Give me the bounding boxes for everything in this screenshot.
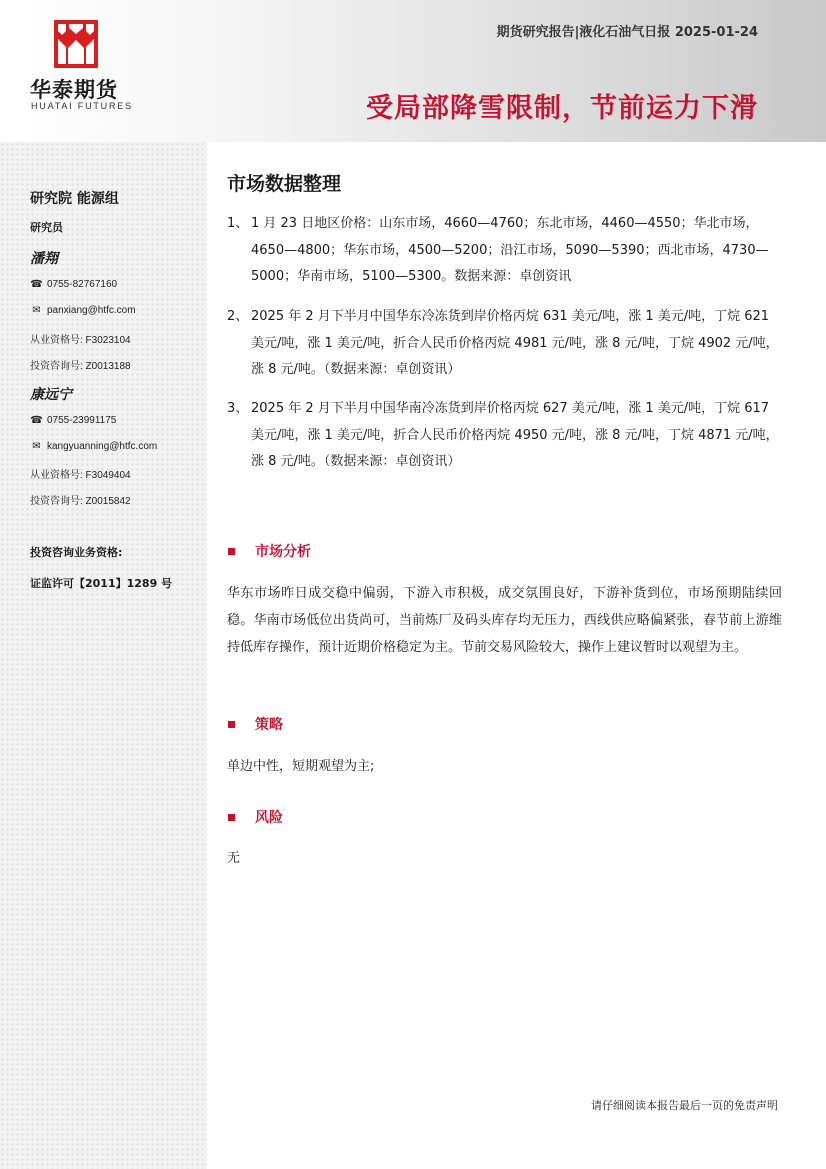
strategy-text: 单边中性，短期观望为主; [227, 759, 375, 774]
mail-icon: ✉ [32, 305, 41, 316]
report-headline: 受局部降雪限制，节前运力下滑 [366, 93, 758, 124]
item-text: 1 月 23 日地区价格：山东市场，4660—4760；东北市场，4460—4550；华北市场，4650—4800；华东市场，4500—5200；沿江市场，5090—5390；西北市场，4730—5000；华南市场，5100—5300。数据来源：卓创资讯 [251, 216, 769, 284]
square-bullet-icon [228, 548, 235, 555]
risk-heading [228, 807, 283, 827]
market-analysis-text: 华东市场昨日成交稳中偏弱，下游入市积极，成交氛围良好，下游补货到位，市场预期陆续回稳。华南市场低位出货尚可，当前炼厂及码头库存均无压力，西线供应略偏紧张，春节前上游维持低库存操作，预计近期价格稳定为主。节前交易风险较大，操作上建议暂时以观望为主。 [227, 586, 782, 655]
square-bullet-icon [228, 721, 235, 728]
list-item [227, 304, 782, 384]
item-number: 1、 [227, 216, 249, 231]
mail-icon: ✉ [32, 441, 41, 452]
heading-text: 市场分析 [255, 544, 311, 560]
phone-number: 0755-82767160 [47, 279, 118, 290]
analyst-advisory-number: 投资咨询号: Z0013188 [30, 361, 131, 372]
huatai-logo-icon [54, 20, 98, 68]
author-sidebar [0, 142, 207, 1169]
report-type-date: 期货研究报告|液化石油气日报 2025-01-24 [496, 25, 758, 40]
market-analysis-heading [228, 541, 311, 561]
researcher-label: 研究员 [30, 221, 63, 234]
license-label: 投资咨询业务资格: [30, 546, 123, 559]
research-department: 研究院 能源组 [30, 191, 119, 207]
strategy-heading [228, 714, 283, 734]
license-number: 证监许可【2011】1289 号 [30, 577, 173, 590]
email-address[interactable]: kangyuanning@htfc.com [47, 441, 158, 452]
list-item [227, 211, 782, 291]
item-number: 2、 [227, 309, 249, 324]
section-title: 市场数据整理 [227, 173, 342, 195]
phone-icon: ☎ [30, 415, 43, 426]
disclaimer-notice: 请仔细阅读本报告最后一页的免责声明 [591, 1099, 778, 1112]
analyst-advisory-number: 投资咨询号: Z0015842 [30, 496, 131, 507]
phone-icon: ☎ [30, 279, 43, 290]
item-text: 2025 年 2 月下半月中国华东冷冻货到岸价格丙烷 631 美元/吨，涨 1 美元/吨，丁烷 621 美元/吨，涨 1 美元/吨，折合人民币价格丙烷 4981 元/吨，涨 8 元/吨，丁烷 4902 元/吨，涨 8 元/吨。（数据来源：卓创资讯） [251, 309, 779, 377]
analyst-email[interactable] [30, 305, 136, 316]
list-item [227, 396, 782, 476]
item-text: 2025 年 2 月下半月中国华南冷冻货到岸价格丙烷 627 美元/吨，涨 1 美元/吨，丁烷 617 美元/吨，涨 1 美元/吨，折合人民币价格丙烷 4950 元/吨，涨 8 元/吨，丁烷 4871 元/吨，涨 8 元/吨。（数据来源：卓创资讯） [251, 401, 779, 469]
square-bullet-icon [228, 814, 235, 821]
item-number: 3、 [227, 401, 249, 416]
analyst-qualification: 从业资格号: F3049404 [30, 470, 131, 481]
analyst-email[interactable] [30, 441, 157, 452]
risk-text: 无 [227, 851, 241, 866]
analyst-name: 康远宁 [30, 387, 72, 403]
email-address[interactable]: panxiang@htfc.com [47, 305, 136, 316]
logo-chinese-name: 华泰期货 [30, 78, 118, 102]
analyst-phone [30, 415, 116, 426]
analyst-name: 潘翔 [30, 251, 58, 267]
phone-number: 0755-23991175 [47, 415, 117, 426]
heading-text: 策略 [255, 717, 283, 733]
heading-text: 风险 [255, 810, 283, 826]
analyst-phone [30, 279, 117, 290]
logo-english-name: HUATAI FUTURES [31, 101, 133, 111]
report-header [0, 0, 826, 142]
analyst-qualification: 从业资格号: F3023104 [30, 335, 131, 346]
